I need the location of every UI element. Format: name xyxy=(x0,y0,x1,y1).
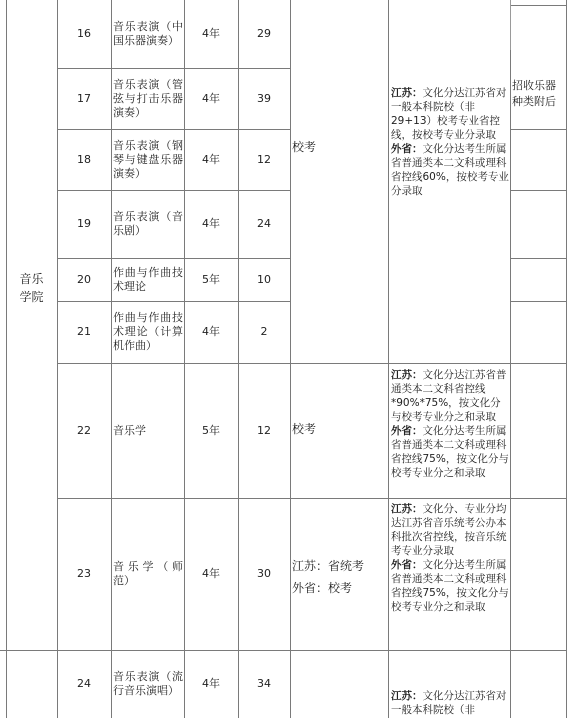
study-years-text: 4年 xyxy=(202,567,220,580)
row-no xyxy=(57,301,111,363)
admission-requirement xyxy=(389,86,510,216)
admission-requirement xyxy=(389,502,510,650)
study-years xyxy=(184,258,238,301)
req-text-other: 文化分达考生所属省普通类本二文科或理科省控线60%，按校考专业分录取 xyxy=(391,143,509,197)
req-text-other: 文化分达考生所属省普通类本二文科或理科省控线75%，按文化分与校考专业分之和录取 xyxy=(391,425,509,479)
enrollment-plan xyxy=(238,68,290,129)
enrollment-plan-text: 29 xyxy=(257,27,271,40)
enrollment-plan xyxy=(238,258,290,301)
admission-requirement xyxy=(389,689,510,718)
remark-text: 招收乐器种类附后 xyxy=(512,79,556,108)
row-no-text: 20 xyxy=(77,272,91,286)
study-years-text: 5年 xyxy=(202,423,220,437)
major-name xyxy=(112,0,184,68)
req-text-jiangsu: 文化分达江苏省普通类本二文科省控线*90%*75%，按文化分与校考专业分之和录取 xyxy=(391,369,507,423)
enrollment-plan xyxy=(238,363,290,498)
exam-type-text: 校考 xyxy=(292,422,317,436)
row-no xyxy=(57,498,111,650)
major-name xyxy=(112,301,184,363)
enrollment-plan-text: 24 xyxy=(257,217,271,230)
row-no xyxy=(57,68,111,129)
row-no-text: 21 xyxy=(77,325,91,338)
row-no xyxy=(57,190,111,258)
major-name-text: 音乐表演（流行音乐演唱） xyxy=(113,670,183,697)
req-text-jiangsu: 文化分、专业分均达江苏省音乐统考公办本科批次省控线，按音乐统考专业分录取 xyxy=(391,503,507,557)
major-name-text: 音乐表演（钢琴与键盘乐器演奏） xyxy=(113,138,183,180)
major-name-text: 作曲与作曲技术理论 xyxy=(113,265,183,293)
study-years xyxy=(184,190,238,258)
exam-type-text: 校考 xyxy=(292,140,317,154)
row-no-text: 22 xyxy=(77,423,91,437)
study-years xyxy=(184,129,238,190)
study-years-text: 4年 xyxy=(202,325,220,338)
exam-type-other: 外省：校考 xyxy=(292,581,353,595)
major-name-text: 音乐表演（管弦与打击乐器演奏） xyxy=(113,77,183,119)
study-years-text: 4年 xyxy=(202,152,220,166)
major-name-text: 作曲与作曲技术理论（计算机作曲） xyxy=(113,311,183,352)
enrollment-plan-text: 12 xyxy=(257,152,271,166)
major-name xyxy=(112,498,184,650)
enrollment-plan xyxy=(238,301,290,363)
req-label-jiangsu: 江苏： xyxy=(391,690,423,702)
major-name-text: 音乐表演（中国乐器演奏） xyxy=(113,20,183,47)
row-no xyxy=(57,650,111,718)
row-no xyxy=(57,363,111,498)
major-name-text: 音乐学（师范） xyxy=(113,560,183,587)
study-years xyxy=(184,68,238,129)
enrollment-plan-text: 2 xyxy=(260,325,268,338)
row-no-text: 17 xyxy=(77,91,91,105)
req-label-jiangsu: 江苏： xyxy=(391,87,423,99)
enrollment-plan xyxy=(238,498,290,650)
study-years xyxy=(184,650,238,718)
study-years xyxy=(184,363,238,498)
enrollment-plan-text: 12 xyxy=(257,423,271,437)
college-name-text: 音乐学院 xyxy=(19,272,44,304)
remark xyxy=(511,78,566,114)
exam-type xyxy=(292,555,386,599)
row-no-text: 23 xyxy=(77,567,91,580)
row-no-text: 16 xyxy=(77,27,91,40)
enrollment-plan xyxy=(238,190,290,258)
major-name xyxy=(112,363,184,498)
major-name xyxy=(112,258,184,301)
major-name xyxy=(112,650,184,718)
req-label-other: 外省： xyxy=(391,425,423,437)
major-name-text: 音乐表演（音乐剧） xyxy=(113,210,183,237)
study-years xyxy=(184,301,238,363)
college-name xyxy=(6,258,57,318)
study-years-text: 4年 xyxy=(202,27,220,40)
row-no xyxy=(57,258,111,301)
req-label-other: 外省： xyxy=(391,559,423,571)
study-years xyxy=(184,498,238,650)
exam-type-jiangsu: 江苏：省统考 xyxy=(292,559,365,573)
enrollment-plan xyxy=(238,0,290,68)
enrollment-plan-text: 39 xyxy=(257,91,271,105)
req-text-other: 文化分达考生所属省普通类本二文科或理科省控线75%，按文化分与校考专业分之和录取 xyxy=(391,559,509,613)
row-no-text: 19 xyxy=(77,217,91,230)
enrollment-plan-text: 34 xyxy=(257,677,271,690)
major-name xyxy=(112,129,184,190)
row-no-text: 24 xyxy=(77,677,91,690)
study-years-text: 4年 xyxy=(202,217,220,230)
enrollment-plan xyxy=(238,129,290,190)
major-name xyxy=(112,190,184,258)
exam-type xyxy=(292,422,386,442)
study-years-text: 4年 xyxy=(202,91,220,105)
req-text-jiangsu: 文化分达江苏省对一般本科院校（非 xyxy=(391,690,507,716)
admission-requirement xyxy=(389,368,510,498)
req-label-jiangsu: 江苏： xyxy=(391,369,423,381)
major-name xyxy=(112,68,184,129)
row-no xyxy=(57,129,111,190)
enrollment-plan xyxy=(238,650,290,718)
study-years-text: 4年 xyxy=(202,677,220,690)
row-no-text: 18 xyxy=(77,152,91,166)
row-no xyxy=(57,0,111,68)
exam-type xyxy=(292,140,386,160)
study-years-text: 5年 xyxy=(202,272,220,286)
req-label-jiangsu: 江苏： xyxy=(391,503,423,515)
req-label-other: 外省： xyxy=(391,143,423,155)
req-text-jiangsu: 文化分达江苏省对一般本科院校（非29+13）校考专业省控线，按校考专业分录取 xyxy=(391,87,507,141)
major-name-text: 音乐学 xyxy=(113,423,146,437)
enrollment-plan-text: 10 xyxy=(257,272,271,286)
enrollment-plan-text: 30 xyxy=(257,567,271,580)
study-years xyxy=(184,0,238,68)
